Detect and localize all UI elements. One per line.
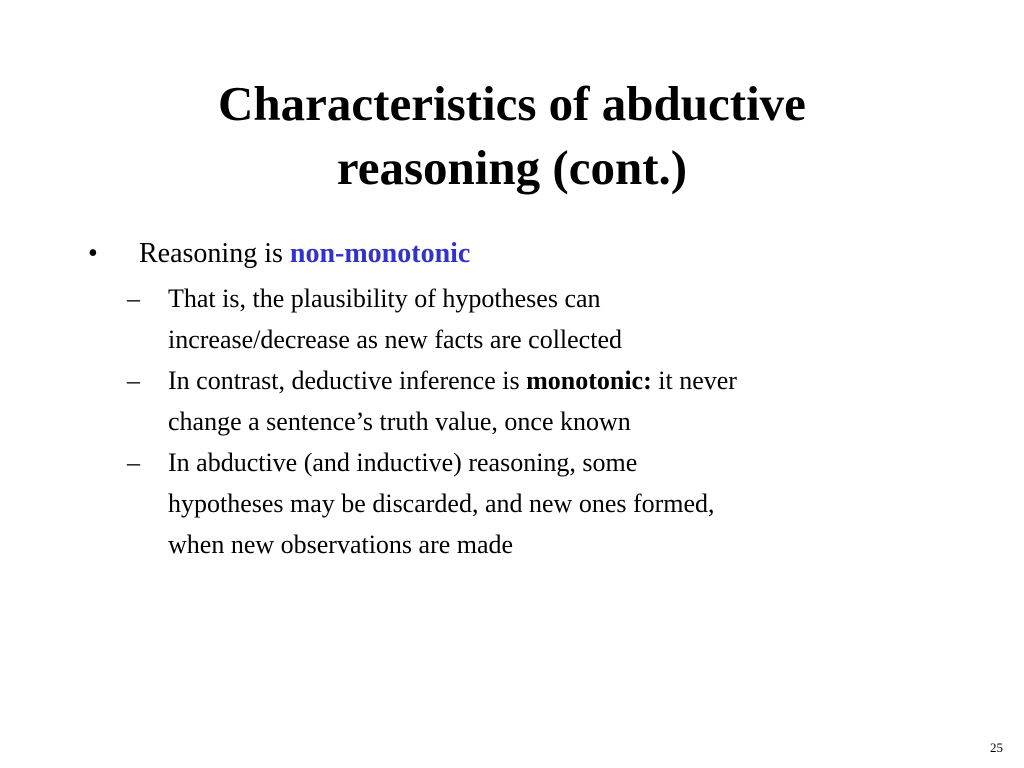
sub-item-2-line-1: [168, 360, 928, 401]
page-number: 25: [990, 740, 1003, 755]
sub-marker: –: [127, 366, 140, 395]
sub-item-2-line-1-before: In contrast, deductive inference is: [168, 366, 527, 395]
title-line-2: reasoning (cont.): [336, 140, 688, 195]
sub-item-2-line-1-after: it never: [651, 366, 737, 395]
sub-item-1-line-2: increase/decrease as new facts are collected: [168, 325, 622, 354]
title-line-1: Characteristics of abductive: [218, 76, 806, 131]
bullet-text: [139, 234, 470, 274]
sub-item-2-line-2: change a sentence’s truth value, once known: [168, 407, 631, 436]
bullet-marker: •: [88, 238, 98, 269]
sub-item-1-line-1: That is, the plausibility of hypotheses can: [168, 284, 601, 313]
bullet-text-plain: Reasoning is: [139, 238, 290, 269]
bullet-highlight-term: non-monotonic: [289, 238, 471, 269]
sub-item-3-line-3: when new observations are made: [168, 530, 514, 559]
sub-item-3-text: [168, 442, 928, 565]
sub-item-1-text: [168, 278, 928, 360]
sub-marker: –: [127, 284, 140, 313]
sub-marker: –: [127, 448, 140, 477]
sub-item-2-text: [168, 360, 928, 442]
sub-item-3-line-1: In abductive (and inductive) reasoning, some: [168, 448, 638, 477]
sub-item-3-line-2: hypotheses may be discarded, and new ones formed,: [168, 489, 715, 518]
slide-title: [80, 72, 944, 200]
sub-item-2-bold-term: monotonic:: [526, 366, 652, 395]
